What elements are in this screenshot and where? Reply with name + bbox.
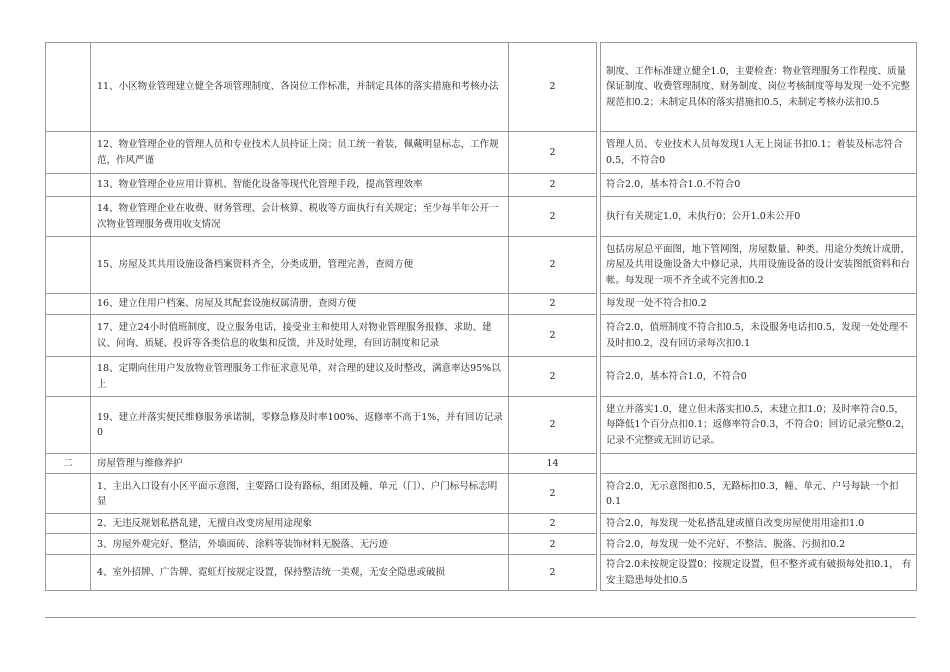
row-criteria-cell: 符合2.0，基本符合1.0.不符合0 bbox=[601, 174, 917, 197]
table-row bbox=[46, 534, 917, 555]
table-row bbox=[46, 474, 917, 514]
row-index-cell bbox=[46, 514, 91, 534]
row-score-cell: 2 bbox=[509, 237, 597, 294]
table-row bbox=[46, 237, 917, 294]
row-criteria-cell: 符合2.0未按规定设置0；按规定设置，但不整齐或有破损每处扣0.1， 有安主隐患每处扣0.5 bbox=[601, 555, 917, 590]
table-row bbox=[46, 197, 917, 237]
row-criteria-cell: 管理人员、专业技术人员每发现1人无上岗证书扣0.1；着装及标志符合0.5，不符合0 bbox=[601, 132, 917, 174]
row-index-cell bbox=[46, 555, 91, 590]
row-criteria-cell: 建立并落实1.0，建立但未落实扣0.5，未建立扣1.0；及时率符合0.5，每降低1个百分点扣0.1；返修率符合0.3，不符合0；回访记录完整0.2，记录不完整或无回访记录。 bbox=[601, 397, 917, 454]
row-criteria-cell: 包括房屋总平面图，地下管网图，房屋数量、种类、用途分类统计成册，房屋及共用设施设备大中修记录，共用设施设备的设计安装图纸资料和台帐。每发现一项不齐全或不完善扣0.2 bbox=[601, 237, 917, 294]
table-row bbox=[46, 514, 917, 534]
table-row bbox=[46, 132, 917, 174]
row-content-cell: 4、室外招牌、广告牌、霓虹灯按规定设置，保持整洁统一美观，无安全隐患或破损 bbox=[91, 555, 509, 590]
row-content-cell: 18、定期向住用户发放物业管理服务工作征求意见单，对合理的建议及时整改，满意率达95%以上 bbox=[91, 357, 509, 397]
row-index-cell bbox=[46, 534, 91, 555]
row-criteria-cell: 符合2.0，基本符合1.0，不符合0 bbox=[601, 357, 917, 397]
row-criteria-cell: 每发现一处不符合扣0.2 bbox=[601, 294, 917, 315]
row-content-cell: 15、房屋及其共用设施设备档案资料齐全，分类成册，管理完善，查阅方便 bbox=[91, 237, 509, 294]
row-score-cell: 2 bbox=[509, 514, 597, 534]
row-index-cell: 二 bbox=[46, 454, 91, 474]
row-index-cell bbox=[46, 237, 91, 294]
row-index-cell bbox=[46, 397, 91, 454]
row-index-cell bbox=[46, 474, 91, 514]
scoring-table bbox=[45, 42, 917, 591]
row-index-cell bbox=[46, 174, 91, 197]
row-criteria-cell: 制度、工作标准建立健全1.0，主要检查：物业管理服务工作程度、质量保证制度、收费管理制度、财务制度、岗位考核制度等每发现一处不完整规范扣0.2；未制定具体的落实措施扣0.5，未制定考核办法扣0.5 bbox=[601, 43, 917, 132]
row-index-cell bbox=[46, 294, 91, 315]
row-content-cell: 14、物业管理企业在收费、财务管理、会计核算、税收等方面执行有关规定；至少每半年公开一次物业管理服务费用收支情况 bbox=[91, 197, 509, 237]
row-content-cell: 11、小区物业管理建立健全各项管理制度、各岗位工作标准，并制定具体的落实措施和考核办法 bbox=[91, 43, 509, 132]
table-row bbox=[46, 43, 917, 132]
row-criteria-cell: 符合2.0，无示意图扣0.5，无路标扣0.3，幢、单元、户号每缺一个扣0.1 bbox=[601, 474, 917, 514]
row-index-cell bbox=[46, 315, 91, 357]
row-criteria-cell: 符合2.0，每发现一处不完好、不整洁、脱落、污损扣0.2 bbox=[601, 534, 917, 555]
row-content-cell: 房屋管理与维修养护 bbox=[91, 454, 509, 474]
row-content-cell: 13、物业管理企业应用计算机、智能化设备等现代化管理手段，提高管理效率 bbox=[91, 174, 509, 197]
row-index-cell bbox=[46, 197, 91, 237]
row-score-cell: 2 bbox=[509, 43, 597, 132]
table-row bbox=[46, 357, 917, 397]
row-score-cell: 2 bbox=[509, 294, 597, 315]
row-content-cell: 3、房屋外观完好、整洁，外墙面砖、涂料等装饰材料无脱落、无污迹 bbox=[91, 534, 509, 555]
row-score-cell: 2 bbox=[509, 474, 597, 514]
row-index-cell bbox=[46, 132, 91, 174]
row-score-cell: 2 bbox=[509, 357, 597, 397]
row-content-cell: 12、物业管理企业的管理人员和专业技术人员持证上岗；员工统一着装，佩戴明显标志，工作规范，作风严谨 bbox=[91, 132, 509, 174]
row-score-cell: 2 bbox=[509, 132, 597, 174]
row-index-cell bbox=[46, 43, 91, 132]
row-content-cell: 19、建立并落实便民维修服务承诺制，零修急修及时率100%、返修率不高于1%，并有回访记录0 bbox=[91, 397, 509, 454]
table-row bbox=[46, 294, 917, 315]
table-bottom-border bbox=[45, 617, 916, 618]
row-criteria-cell: 执行有关规定1.0，未执行0；公开1.0未公开0 bbox=[601, 197, 917, 237]
table-row bbox=[46, 315, 917, 357]
row-content-cell: 2、无违反规划私搭乱建，无擅自改变房屋用途现象 bbox=[91, 514, 509, 534]
table-row bbox=[46, 454, 917, 474]
row-score-cell: 2 bbox=[509, 174, 597, 197]
row-criteria-cell: 符合2.0，值班制度不符合扣0.5，未设服务电话扣0.5，发现一处处理不及时扣0.2，没有回访录每次扣0.1 bbox=[601, 315, 917, 357]
row-score-cell: 14 bbox=[509, 454, 597, 474]
row-content-cell: 17、建立24小时值班制度，设立服务电话，接受业主和使用人对物业管理服务报修、求助、建议、问询、质疑、投诉等各类信息的收集和反馈，并及时处理，有回访制度和记录 bbox=[91, 315, 509, 357]
row-index-cell bbox=[46, 357, 91, 397]
row-content-cell: 16、建立住用户档案、房屋及其配套设施权属清册，查阅方便 bbox=[91, 294, 509, 315]
row-content-cell: 1、主出入口设有小区平面示意图，主要路口设有路标，组团及幢、单元（门）、户门标号标志明显 bbox=[91, 474, 509, 514]
row-score-cell: 2 bbox=[509, 397, 597, 454]
table-row bbox=[46, 397, 917, 454]
row-score-cell: 2 bbox=[509, 555, 597, 590]
row-criteria-cell bbox=[601, 454, 917, 474]
table-row bbox=[46, 174, 917, 197]
row-score-cell: 2 bbox=[509, 534, 597, 555]
row-score-cell: 2 bbox=[509, 315, 597, 357]
table-row bbox=[46, 555, 917, 590]
row-criteria-cell: 符合2.0，每发现一处私搭乱建或擅自改变房屋使用用途扣1.0 bbox=[601, 514, 917, 534]
row-score-cell: 2 bbox=[509, 197, 597, 237]
